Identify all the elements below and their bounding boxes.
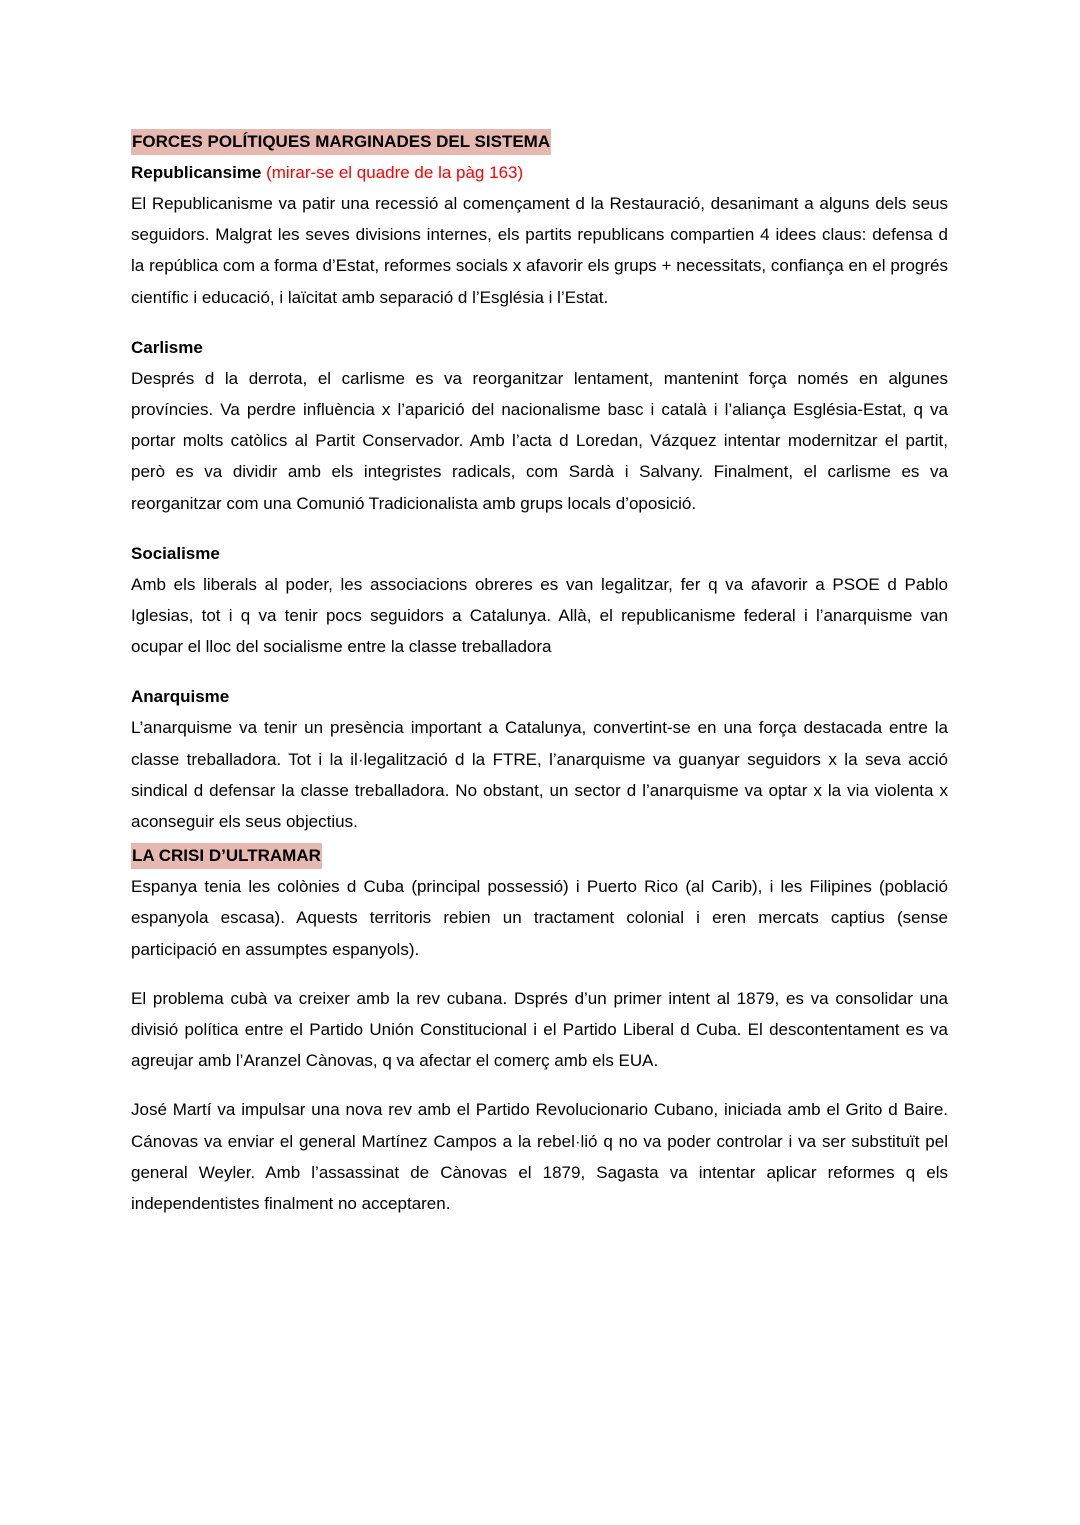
subsection-heading — [131, 157, 948, 188]
document-page — [131, 127, 948, 1219]
section-heading: LA CRISI D’ULTRAMAR — [131, 843, 322, 869]
paragraph: Després d la derrota, el carlisme es va reorganitzar lentament, mantenint força només en algunes províncies. Va perdre influència x l’aparició del nacionalisme basc i català i l’aliança Església-Estat, q va portar molts catòlics al Partit Conservador. Amb l’acta d Loredan, Vázquez intentar modernitzar el partit, però es va dividir amb els integristes radicals, com Sardà i Salvany. Finalment, el carlisme es va reorganitzar com una Comunió Tradicionalista amb grups locals d’oposició. — [131, 368, 948, 513]
section-title-crisi-ultramar — [131, 841, 948, 871]
subsection-carlisme — [131, 332, 948, 519]
paragraph: L’anarquisme va tenir un presència important a Catalunya, convertint-se en una força destacada entre la classe treballadora. Tot i la il·legalització d la FTRE, l’anarquisme va guanyar seguidors x la seva acció sindical d defensar la classe treballadora. No obstant, un sector d l’anarquisme va optar x la via violenta x aconseguir els seus objectius. — [131, 718, 948, 832]
subsection-anarquisme — [131, 681, 948, 837]
subsection-title: Anarquisme — [131, 687, 230, 707]
subsection-socialisme — [131, 538, 948, 663]
paragraph: José Martí va impulsar una nova rev amb el Partido Revolucionario Cubano, iniciada amb el Grito d Baire. Cánovas va enviar el general Martínez Campos a la rebel·lió q no va poder controlar i va ser substituït pel general Weyler. Amb l’assassinat de Cànovas el 1879, Sagasta va intentar aplicar reformes q els independentistes finalment no acceptaren. — [131, 1100, 948, 1214]
paragraph: Espanya tenia les colònies d Cuba (principal possessió) i Puerto Rico (al Carib), i les Filipines (població espanyola escasa). Aquests territoris rebien un tractament colonial i eren mercats captius (sense participació en assumptes espanyols). — [131, 877, 948, 959]
subsection-republicanisme — [131, 157, 948, 313]
subsection-title: Socialisme — [131, 543, 220, 563]
paragraph: Amb els liberals al poder, les associacions obreres es van legalitzar, fer q va afavorir a PSOE d Pablo Iglesias, tot i q va tenir pocs seguidors a Catalunya. Allà, el republicanisme federal i l’anarquisme van ocupar el lloc del socialisme entre la classe treballadora — [131, 574, 948, 657]
subsection-title: Republicansime — [131, 163, 262, 182]
paragraph: El Republicanisme va patir una recessió al començament d la Restauració, desanimant a alguns dels seus seguidors. Malgrat les seves divisions internes, els partits republicans compartien 4 idees claus: defensa d la república com a forma d’Estat, reformes socials x afavorir els grups + necessitats, confiança en el progrés científic i educació, i laïcitat amb separació d l’Església i l’Estat. — [131, 194, 948, 307]
page-reference-note: (mirar-se el quadre de la pàg 163) — [266, 163, 524, 182]
subsection-title: Carlisme — [131, 337, 203, 357]
paragraph: El problema cubà va creixer amb la rev cubana. Dsprés d’un primer intent al 1879, es va consolidar una divisió política entre el Partido Unión Constitucional i el Partido Liberal d Cuba. El descontentament es va agreujar amb l’Aranzel Cànovas, q va afectar el comerç amb els EUA. — [131, 988, 948, 1071]
section-title-forces-politiques — [131, 127, 948, 157]
section-heading: FORCES POLÍTIQUES MARGINADES DEL SISTEMA — [131, 129, 551, 155]
